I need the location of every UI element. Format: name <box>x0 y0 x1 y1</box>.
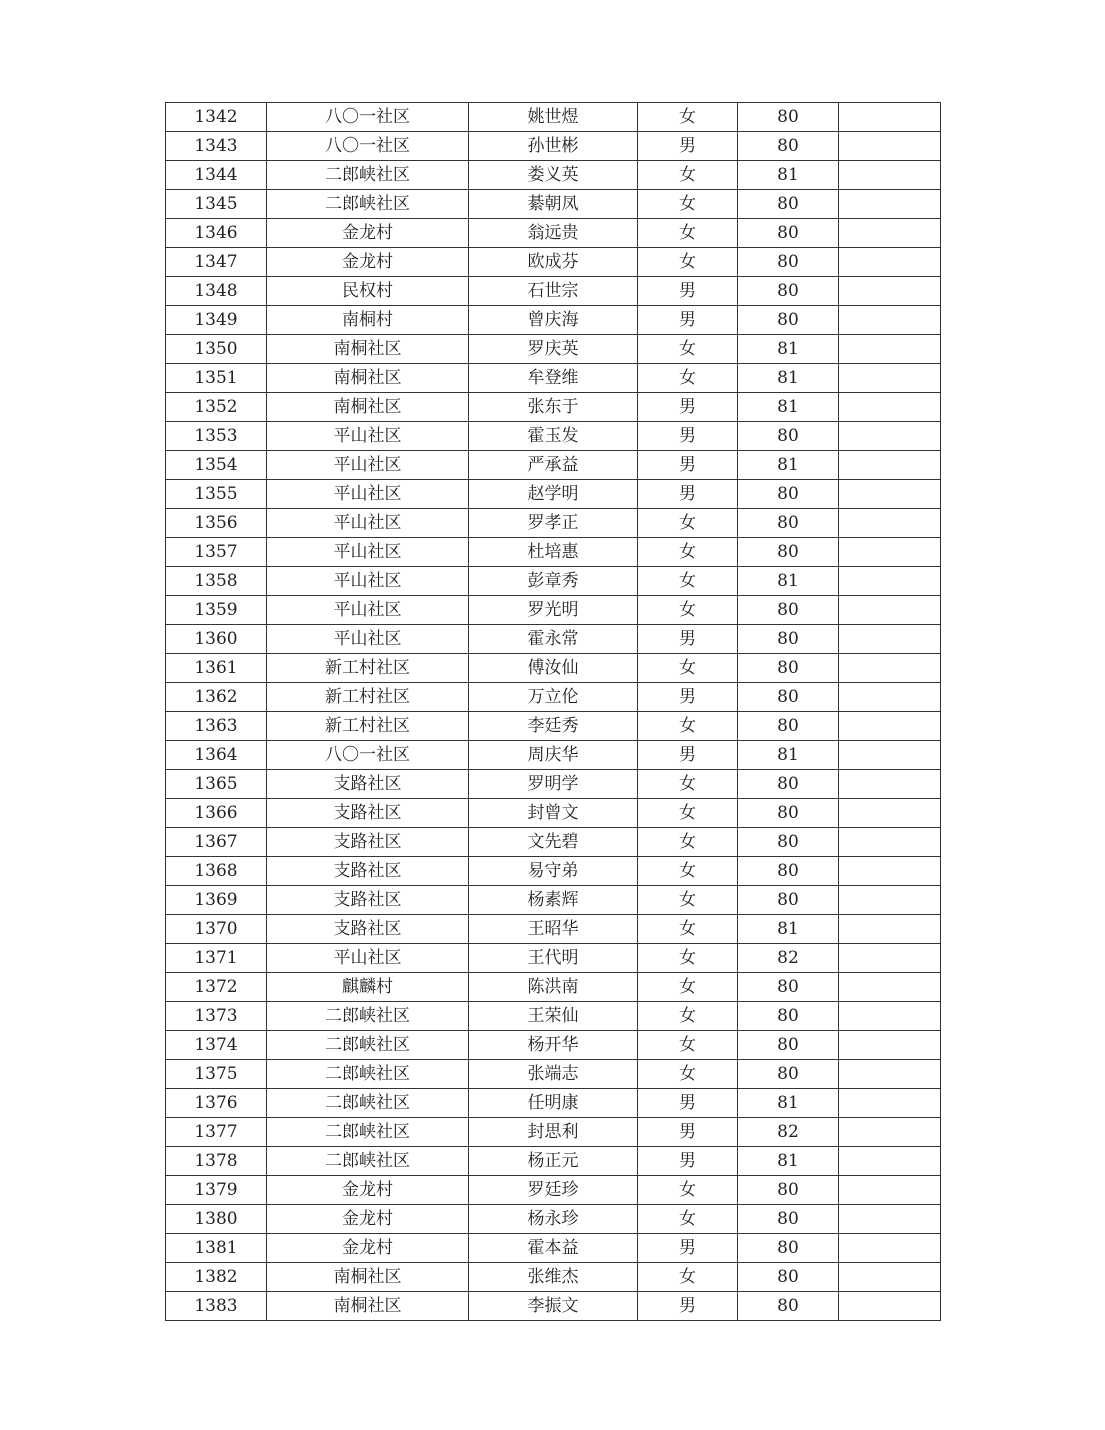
note-cell <box>839 596 941 625</box>
note-cell <box>839 567 941 596</box>
name-cell: 欧成芬 <box>469 248 638 277</box>
gender-cell: 男 <box>638 1292 738 1321</box>
age-cell: 80 <box>738 683 839 712</box>
name-cell: 杨正元 <box>469 1147 638 1176</box>
serial-number-cell: 1352 <box>166 393 267 422</box>
serial-number-cell: 1347 <box>166 248 267 277</box>
table-row <box>166 1263 941 1292</box>
community-cell: 二郎峡社区 <box>267 1089 469 1118</box>
note-cell <box>839 973 941 1002</box>
age-cell: 80 <box>738 538 839 567</box>
name-cell: 孙世彬 <box>469 132 638 161</box>
note-cell <box>839 1176 941 1205</box>
gender-cell: 男 <box>638 1147 738 1176</box>
age-cell: 81 <box>738 335 839 364</box>
community-cell: 八〇一社区 <box>267 132 469 161</box>
age-cell: 80 <box>738 596 839 625</box>
name-cell: 罗孝正 <box>469 509 638 538</box>
age-cell: 80 <box>738 219 839 248</box>
name-cell: 易守弟 <box>469 857 638 886</box>
serial-number-cell: 1371 <box>166 944 267 973</box>
name-cell: 姚世煜 <box>469 103 638 132</box>
serial-number-cell: 1383 <box>166 1292 267 1321</box>
community-cell: 金龙村 <box>267 219 469 248</box>
age-cell: 81 <box>738 1147 839 1176</box>
table-row <box>166 132 941 161</box>
serial-number-cell: 1343 <box>166 132 267 161</box>
serial-number-cell: 1344 <box>166 161 267 190</box>
community-cell: 新工村社区 <box>267 712 469 741</box>
community-cell: 南桐社区 <box>267 1263 469 1292</box>
serial-number-cell: 1379 <box>166 1176 267 1205</box>
serial-number-cell: 1377 <box>166 1118 267 1147</box>
table-row <box>166 857 941 886</box>
name-cell: 陈洪南 <box>469 973 638 1002</box>
age-cell: 81 <box>738 741 839 770</box>
serial-number-cell: 1378 <box>166 1147 267 1176</box>
table-row <box>166 828 941 857</box>
serial-number-cell: 1363 <box>166 712 267 741</box>
table-row <box>166 248 941 277</box>
table-row <box>166 451 941 480</box>
community-cell: 民权村 <box>267 277 469 306</box>
name-cell: 杜培惠 <box>469 538 638 567</box>
gender-cell: 男 <box>638 741 738 770</box>
gender-cell: 女 <box>638 828 738 857</box>
serial-number-cell: 1380 <box>166 1205 267 1234</box>
table-row <box>166 277 941 306</box>
serial-number-cell: 1346 <box>166 219 267 248</box>
community-cell: 南桐社区 <box>267 335 469 364</box>
note-cell <box>839 1292 941 1321</box>
community-cell: 平山社区 <box>267 480 469 509</box>
note-cell <box>839 1234 941 1263</box>
gender-cell: 女 <box>638 1205 738 1234</box>
gender-cell: 男 <box>638 1234 738 1263</box>
table-row <box>166 973 941 1002</box>
serial-number-cell: 1358 <box>166 567 267 596</box>
note-cell <box>839 132 941 161</box>
note-cell <box>839 915 941 944</box>
table-row <box>166 1002 941 1031</box>
note-cell <box>839 683 941 712</box>
gender-cell: 男 <box>638 422 738 451</box>
note-cell <box>839 509 941 538</box>
age-cell: 80 <box>738 1205 839 1234</box>
gender-cell: 女 <box>638 944 738 973</box>
note-cell <box>839 277 941 306</box>
name-cell: 李廷秀 <box>469 712 638 741</box>
serial-number-cell: 1342 <box>166 103 267 132</box>
gender-cell: 男 <box>638 132 738 161</box>
community-cell: 南桐社区 <box>267 393 469 422</box>
age-cell: 80 <box>738 306 839 335</box>
gender-cell: 男 <box>638 480 738 509</box>
gender-cell: 女 <box>638 973 738 1002</box>
note-cell <box>839 1031 941 1060</box>
gender-cell: 女 <box>638 857 738 886</box>
name-cell: 杨开华 <box>469 1031 638 1060</box>
name-cell: 李振文 <box>469 1292 638 1321</box>
note-cell <box>839 480 941 509</box>
gender-cell: 男 <box>638 451 738 480</box>
table-row <box>166 1205 941 1234</box>
community-cell: 二郎峡社区 <box>267 1118 469 1147</box>
serial-number-cell: 1373 <box>166 1002 267 1031</box>
table-row <box>166 1147 941 1176</box>
age-cell: 81 <box>738 915 839 944</box>
table-row <box>166 422 941 451</box>
serial-number-cell: 1350 <box>166 335 267 364</box>
community-cell: 平山社区 <box>267 567 469 596</box>
age-cell: 80 <box>738 828 839 857</box>
age-cell: 81 <box>738 451 839 480</box>
community-cell: 支路社区 <box>267 857 469 886</box>
age-cell: 80 <box>738 103 839 132</box>
age-cell: 80 <box>738 422 839 451</box>
age-cell: 80 <box>738 1234 839 1263</box>
note-cell <box>839 451 941 480</box>
name-cell: 张东于 <box>469 393 638 422</box>
table-row <box>166 625 941 654</box>
serial-number-cell: 1359 <box>166 596 267 625</box>
table-row <box>166 1118 941 1147</box>
table-row <box>166 654 941 683</box>
gender-cell: 男 <box>638 625 738 654</box>
community-cell: 支路社区 <box>267 770 469 799</box>
gender-cell: 女 <box>638 1176 738 1205</box>
note-cell <box>839 1118 941 1147</box>
gender-cell: 女 <box>638 364 738 393</box>
serial-number-cell: 1360 <box>166 625 267 654</box>
name-cell: 王昭华 <box>469 915 638 944</box>
name-cell: 綦朝凤 <box>469 190 638 219</box>
note-cell <box>839 944 941 973</box>
serial-number-cell: 1355 <box>166 480 267 509</box>
serial-number-cell: 1362 <box>166 683 267 712</box>
serial-number-cell: 1375 <box>166 1060 267 1089</box>
gender-cell: 女 <box>638 799 738 828</box>
serial-number-cell: 1366 <box>166 799 267 828</box>
age-cell: 80 <box>738 625 839 654</box>
age-cell: 81 <box>738 1089 839 1118</box>
serial-number-cell: 1361 <box>166 654 267 683</box>
gender-cell: 女 <box>638 1002 738 1031</box>
age-cell: 80 <box>738 1031 839 1060</box>
table-row <box>166 480 941 509</box>
table-row <box>166 1234 941 1263</box>
gender-cell: 女 <box>638 1031 738 1060</box>
note-cell <box>839 161 941 190</box>
serial-number-cell: 1356 <box>166 509 267 538</box>
table-row <box>166 712 941 741</box>
community-cell: 二郎峡社区 <box>267 1147 469 1176</box>
community-cell: 平山社区 <box>267 596 469 625</box>
name-cell: 文先碧 <box>469 828 638 857</box>
gender-cell: 男 <box>638 1118 738 1147</box>
serial-number-cell: 1348 <box>166 277 267 306</box>
serial-number-cell: 1357 <box>166 538 267 567</box>
age-cell: 80 <box>738 277 839 306</box>
serial-number-cell: 1354 <box>166 451 267 480</box>
name-cell: 霍永常 <box>469 625 638 654</box>
community-cell: 支路社区 <box>267 799 469 828</box>
note-cell <box>839 770 941 799</box>
name-cell: 罗廷珍 <box>469 1176 638 1205</box>
serial-number-cell: 1367 <box>166 828 267 857</box>
gender-cell: 男 <box>638 306 738 335</box>
note-cell <box>839 625 941 654</box>
age-cell: 80 <box>738 190 839 219</box>
table-row <box>166 509 941 538</box>
table-row <box>166 393 941 422</box>
community-cell: 新工村社区 <box>267 683 469 712</box>
note-cell <box>839 1060 941 1089</box>
gender-cell: 女 <box>638 103 738 132</box>
age-cell: 82 <box>738 1118 839 1147</box>
name-cell: 霍玉发 <box>469 422 638 451</box>
name-cell: 张维杰 <box>469 1263 638 1292</box>
gender-cell: 男 <box>638 1089 738 1118</box>
gender-cell: 女 <box>638 335 738 364</box>
table-row <box>166 219 941 248</box>
serial-number-cell: 1370 <box>166 915 267 944</box>
name-cell: 王代明 <box>469 944 638 973</box>
table-row <box>166 770 941 799</box>
name-cell: 周庆华 <box>469 741 638 770</box>
community-cell: 麒麟村 <box>267 973 469 1002</box>
community-cell: 新工村社区 <box>267 654 469 683</box>
community-cell: 二郎峡社区 <box>267 1060 469 1089</box>
name-cell: 翁远贵 <box>469 219 638 248</box>
name-cell: 杨素辉 <box>469 886 638 915</box>
table-row <box>166 1031 941 1060</box>
name-cell: 傅汝仙 <box>469 654 638 683</box>
name-cell: 霍本益 <box>469 1234 638 1263</box>
table-row <box>166 364 941 393</box>
community-cell: 支路社区 <box>267 915 469 944</box>
community-cell: 平山社区 <box>267 944 469 973</box>
serial-number-cell: 1372 <box>166 973 267 1002</box>
age-cell: 80 <box>738 886 839 915</box>
age-cell: 80 <box>738 248 839 277</box>
community-cell: 八〇一社区 <box>267 741 469 770</box>
age-cell: 80 <box>738 132 839 161</box>
community-cell: 金龙村 <box>267 1176 469 1205</box>
table-row <box>166 1089 941 1118</box>
name-cell: 石世宗 <box>469 277 638 306</box>
table-row <box>166 161 941 190</box>
gender-cell: 女 <box>638 567 738 596</box>
age-cell: 80 <box>738 1176 839 1205</box>
serial-number-cell: 1376 <box>166 1089 267 1118</box>
table-body <box>166 103 941 1321</box>
age-cell: 80 <box>738 973 839 1002</box>
name-cell: 罗光明 <box>469 596 638 625</box>
gender-cell: 女 <box>638 1060 738 1089</box>
note-cell <box>839 393 941 422</box>
community-cell: 二郎峡社区 <box>267 1031 469 1060</box>
name-cell: 王荣仙 <box>469 1002 638 1031</box>
table-row <box>166 335 941 364</box>
community-cell: 南桐村 <box>267 306 469 335</box>
gender-cell: 女 <box>638 712 738 741</box>
community-cell: 二郎峡社区 <box>267 1002 469 1031</box>
age-cell: 80 <box>738 770 839 799</box>
name-cell: 严承益 <box>469 451 638 480</box>
table-row <box>166 1292 941 1321</box>
table-row <box>166 915 941 944</box>
name-cell: 封思利 <box>469 1118 638 1147</box>
age-cell: 81 <box>738 567 839 596</box>
name-cell: 任明康 <box>469 1089 638 1118</box>
name-cell: 罗明学 <box>469 770 638 799</box>
community-cell: 支路社区 <box>267 886 469 915</box>
community-cell: 八〇一社区 <box>267 103 469 132</box>
gender-cell: 女 <box>638 915 738 944</box>
community-cell: 平山社区 <box>267 509 469 538</box>
table-row <box>166 190 941 219</box>
community-cell: 二郎峡社区 <box>267 161 469 190</box>
serial-number-cell: 1351 <box>166 364 267 393</box>
table-row <box>166 944 941 973</box>
note-cell <box>839 1205 941 1234</box>
community-cell: 南桐社区 <box>267 1292 469 1321</box>
gender-cell: 女 <box>638 248 738 277</box>
note-cell <box>839 1002 941 1031</box>
serial-number-cell: 1368 <box>166 857 267 886</box>
serial-number-cell: 1365 <box>166 770 267 799</box>
name-cell: 杨永珍 <box>469 1205 638 1234</box>
gender-cell: 女 <box>638 886 738 915</box>
gender-cell: 女 <box>638 538 738 567</box>
age-cell: 81 <box>738 161 839 190</box>
gender-cell: 女 <box>638 509 738 538</box>
note-cell <box>839 219 941 248</box>
note-cell <box>839 422 941 451</box>
gender-cell: 女 <box>638 770 738 799</box>
community-cell: 金龙村 <box>267 1205 469 1234</box>
serial-number-cell: 1349 <box>166 306 267 335</box>
name-cell: 张端志 <box>469 1060 638 1089</box>
note-cell <box>839 741 941 770</box>
note-cell <box>839 654 941 683</box>
table-row <box>166 538 941 567</box>
name-cell: 罗庆英 <box>469 335 638 364</box>
age-cell: 80 <box>738 1263 839 1292</box>
name-cell: 万立伦 <box>469 683 638 712</box>
name-cell: 彭章秀 <box>469 567 638 596</box>
table-row <box>166 596 941 625</box>
community-cell: 金龙村 <box>267 248 469 277</box>
elderly-roster-table <box>165 102 941 1321</box>
community-cell: 金龙村 <box>267 1234 469 1263</box>
serial-number-cell: 1374 <box>166 1031 267 1060</box>
table-row <box>166 741 941 770</box>
age-cell: 80 <box>738 1292 839 1321</box>
age-cell: 81 <box>738 364 839 393</box>
name-cell: 曾庆海 <box>469 306 638 335</box>
gender-cell: 女 <box>638 596 738 625</box>
age-cell: 80 <box>738 799 839 828</box>
note-cell <box>839 828 941 857</box>
note-cell <box>839 886 941 915</box>
age-cell: 80 <box>738 1060 839 1089</box>
table-row <box>166 799 941 828</box>
note-cell <box>839 103 941 132</box>
age-cell: 80 <box>738 509 839 538</box>
age-cell: 80 <box>738 480 839 509</box>
age-cell: 80 <box>738 654 839 683</box>
name-cell: 娄义英 <box>469 161 638 190</box>
table-row <box>166 1060 941 1089</box>
age-cell: 80 <box>738 712 839 741</box>
serial-number-cell: 1381 <box>166 1234 267 1263</box>
age-cell: 81 <box>738 393 839 422</box>
gender-cell: 女 <box>638 654 738 683</box>
age-cell: 82 <box>738 944 839 973</box>
community-cell: 南桐社区 <box>267 364 469 393</box>
name-cell: 封曾文 <box>469 799 638 828</box>
document-page <box>165 102 941 1321</box>
note-cell <box>839 1089 941 1118</box>
serial-number-cell: 1345 <box>166 190 267 219</box>
community-cell: 支路社区 <box>267 828 469 857</box>
community-cell: 平山社区 <box>267 451 469 480</box>
note-cell <box>839 364 941 393</box>
table-row <box>166 683 941 712</box>
note-cell <box>839 1263 941 1292</box>
gender-cell: 男 <box>638 683 738 712</box>
age-cell: 80 <box>738 857 839 886</box>
note-cell <box>839 190 941 219</box>
table-row <box>166 103 941 132</box>
age-cell: 80 <box>738 1002 839 1031</box>
gender-cell: 男 <box>638 277 738 306</box>
community-cell: 平山社区 <box>267 625 469 654</box>
note-cell <box>839 306 941 335</box>
gender-cell: 女 <box>638 219 738 248</box>
note-cell <box>839 1147 941 1176</box>
note-cell <box>839 857 941 886</box>
gender-cell: 男 <box>638 393 738 422</box>
name-cell: 赵学明 <box>469 480 638 509</box>
note-cell <box>839 712 941 741</box>
community-cell: 平山社区 <box>267 538 469 567</box>
note-cell <box>839 538 941 567</box>
serial-number-cell: 1382 <box>166 1263 267 1292</box>
gender-cell: 女 <box>638 1263 738 1292</box>
table-row <box>166 306 941 335</box>
gender-cell: 女 <box>638 190 738 219</box>
table-row <box>166 567 941 596</box>
note-cell <box>839 335 941 364</box>
community-cell: 二郎峡社区 <box>267 190 469 219</box>
table-row <box>166 886 941 915</box>
table-row <box>166 1176 941 1205</box>
community-cell: 平山社区 <box>267 422 469 451</box>
serial-number-cell: 1364 <box>166 741 267 770</box>
serial-number-cell: 1369 <box>166 886 267 915</box>
note-cell <box>839 248 941 277</box>
gender-cell: 女 <box>638 161 738 190</box>
note-cell <box>839 799 941 828</box>
serial-number-cell: 1353 <box>166 422 267 451</box>
name-cell: 牟登维 <box>469 364 638 393</box>
